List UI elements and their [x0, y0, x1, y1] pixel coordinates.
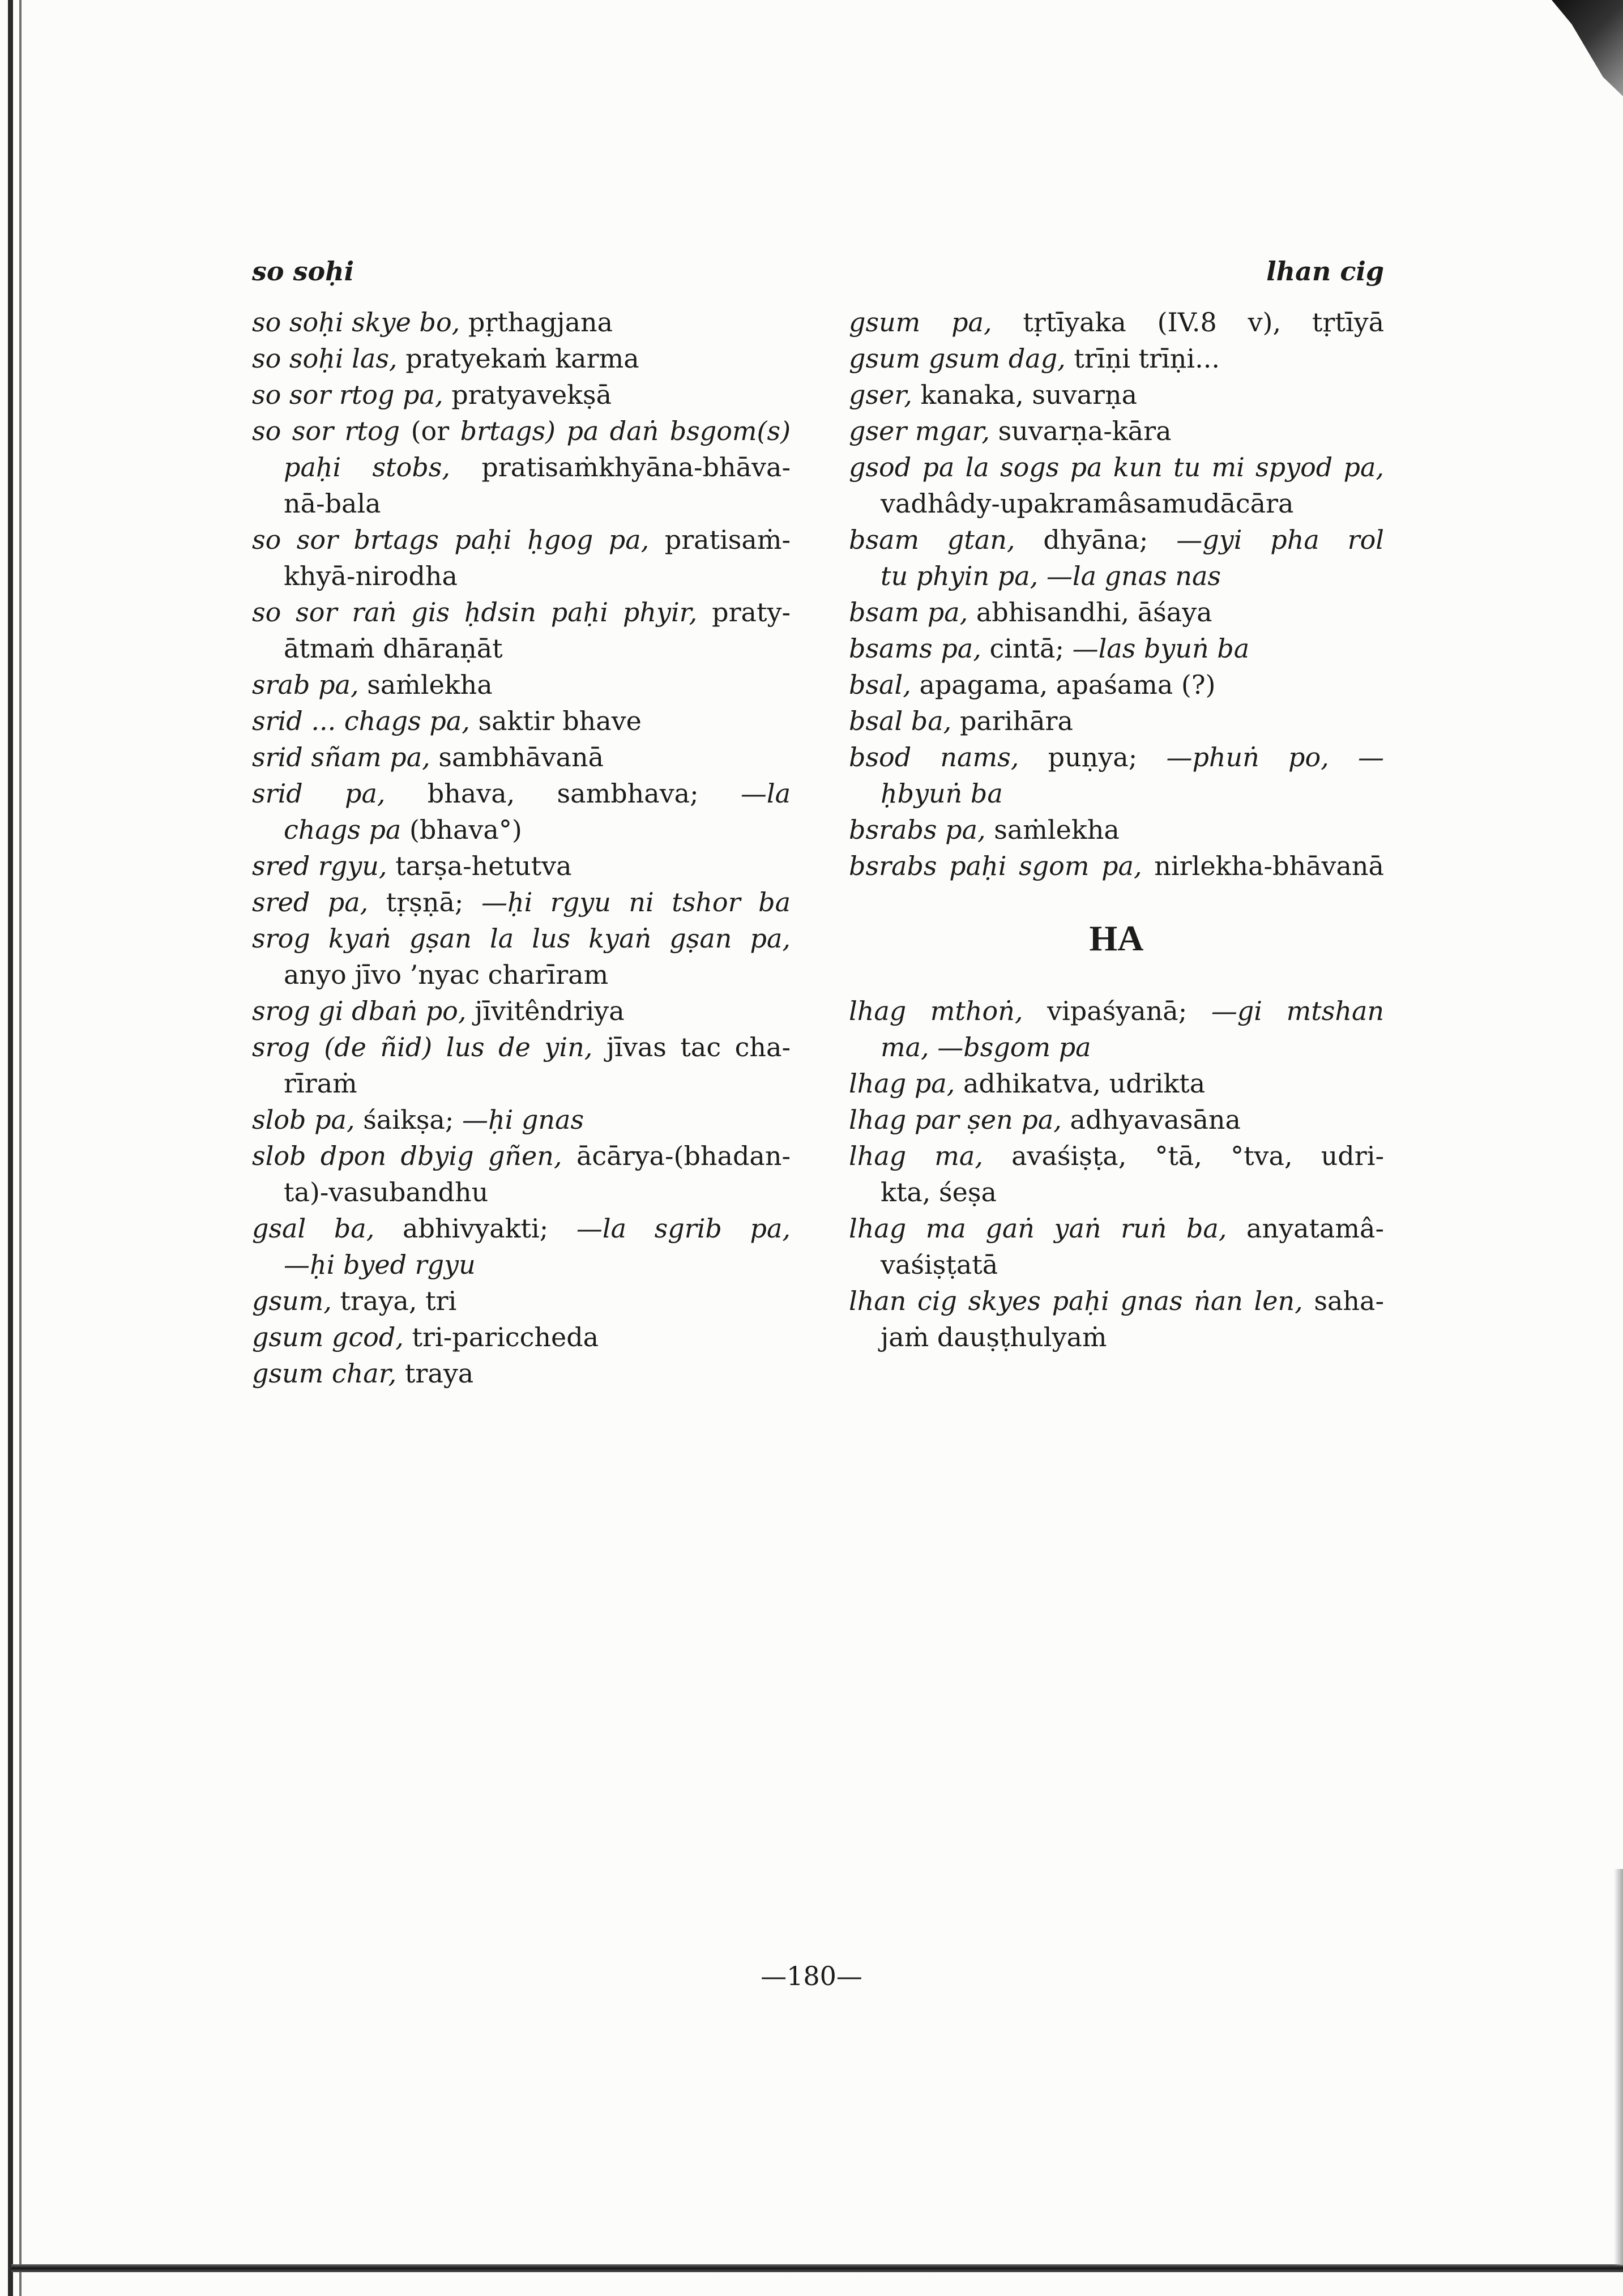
cross-reference: ḥbyuṅ ba	[881, 778, 1003, 809]
entry-line	[849, 775, 1384, 812]
sanskrit-equivalent: saha-	[1314, 1286, 1384, 1316]
tibetan-term: lhag par ṣen pa,	[849, 1104, 1062, 1135]
cross-reference: —la	[740, 778, 791, 809]
entry-line	[252, 485, 791, 522]
sanskrit-equivalent: saṁlekha	[367, 669, 493, 700]
scan-edge-right	[1614, 1869, 1623, 2265]
entry-line	[849, 1065, 1384, 1102]
sanskrit-equivalent: abhivyakti;	[403, 1213, 549, 1244]
dictionary-entry	[849, 413, 1384, 449]
cross-reference: —gi mtshan	[1211, 996, 1384, 1026]
cross-reference: ma, —bsgom pa	[881, 1032, 1091, 1062]
left-column	[252, 304, 791, 1392]
sanskrit-equivalent: saṁlekha	[994, 814, 1120, 845]
dictionary-entry	[252, 993, 791, 1029]
entry-line	[849, 485, 1384, 522]
sanskrit-equivalent: pṛthagjana	[468, 307, 613, 338]
sanskrit-equivalent: kanaka, suvarṇa	[920, 379, 1138, 410]
running-head-left: so soḥi	[252, 256, 355, 287]
tibetan-term: bsal ba,	[849, 706, 952, 736]
sanskrit-equivalent: pratyavekṣā	[451, 379, 612, 410]
dictionary-entry	[849, 848, 1384, 884]
entry-line	[849, 1319, 1384, 1355]
tibetan-term: lhag ma,	[849, 1141, 983, 1171]
entry-line	[252, 957, 791, 993]
scan-edge-left-inner	[19, 0, 22, 2296]
entry-line	[252, 304, 791, 340]
dictionary-entry	[252, 920, 791, 993]
dictionary-entry	[849, 594, 1384, 630]
running-head-right: lhan cig	[1266, 256, 1384, 287]
entry-line	[252, 1065, 791, 1102]
tibetan-term: slob dpon dbyig gñen,	[252, 1141, 562, 1171]
sanskrit-equivalent: pratisaṁkhyāna-bhāva-	[481, 452, 791, 483]
sanskrit-equivalent: khyā-nirodha	[284, 561, 458, 591]
sanskrit-equivalent: adhikatva, udrikta	[963, 1068, 1206, 1099]
cross-reference: —gyi pha rol	[1176, 524, 1384, 555]
sanskrit-equivalent: suvarṇa-kāra	[998, 416, 1172, 446]
dictionary-entry	[252, 413, 791, 522]
entry-line	[252, 377, 791, 413]
dictionary-entry	[849, 377, 1384, 413]
entry-line	[252, 594, 791, 630]
entry-line	[849, 739, 1384, 775]
dictionary-entry	[252, 1102, 791, 1138]
dictionary-entry	[849, 304, 1384, 340]
dictionary-entry	[252, 1319, 791, 1355]
sanskrit-equivalent: vadhâdy-upakramâsamudācāra	[881, 488, 1294, 519]
dictionary-entry	[849, 667, 1384, 703]
entry-line	[252, 920, 791, 957]
tibetan-term: bsrabs paḥi sgom pa,	[849, 851, 1142, 881]
tibetan-term: slob pa,	[252, 1104, 355, 1135]
entry-line	[252, 848, 791, 884]
sanskrit-equivalent: praty-	[712, 597, 791, 628]
sanskrit-equivalent: pratyekaṁ karma	[405, 343, 639, 374]
dictionary-entry	[849, 1102, 1384, 1138]
tibetan-term: brtags) pa daṅ bsgom(s)	[460, 416, 791, 446]
entry-line	[252, 993, 791, 1029]
dictionary-entry	[252, 884, 791, 920]
entry-line	[252, 630, 791, 667]
sanskrit-equivalent: jīvas tac cha-	[606, 1032, 791, 1062]
entry-line	[849, 413, 1384, 449]
tibetan-term: so soḥi skye bo,	[252, 307, 460, 338]
sanskrit-equivalent: jaṁ dauṣṭhulyaṁ	[881, 1322, 1107, 1352]
sanskrit-equivalent: ātmaṁ dhāraṇāt	[284, 633, 503, 664]
tibetan-term: so sor raṅ gis ḥdsin paḥi phyir,	[252, 597, 698, 628]
entry-line	[849, 1283, 1384, 1319]
dictionary-entry	[252, 377, 791, 413]
dictionary-entry	[849, 630, 1384, 667]
dictionary-entry	[252, 1283, 791, 1319]
tibetan-term: bsod nams,	[849, 742, 1019, 773]
tibetan-term: gsod pa la sogs pa kun tu mi spyod pa,	[849, 452, 1384, 483]
entry-line	[252, 1355, 791, 1392]
entry-line	[252, 1247, 791, 1283]
entry-line	[252, 812, 791, 848]
sanskrit-equivalent: vipaśyanā;	[1047, 996, 1188, 1026]
dictionary-entry	[849, 1210, 1384, 1283]
tibetan-term: srab pa,	[252, 669, 359, 700]
entry-line	[252, 703, 791, 739]
cross-reference: —ḥi rgyu ni tshor ba	[481, 887, 791, 917]
tibetan-term: srog kyaṅ gṣan la lus kyaṅ gṣan pa,	[252, 923, 791, 954]
tibetan-term: bsam pa,	[849, 597, 968, 628]
entry-line	[849, 703, 1384, 739]
tibetan-term: gsum pa,	[849, 307, 992, 338]
dictionary-entry	[252, 739, 791, 775]
sanskrit-equivalent: kta, śeṣa	[881, 1177, 997, 1207]
sanskrit-equivalent: cintā;	[989, 633, 1064, 664]
entry-line	[252, 1319, 791, 1355]
entry-line	[252, 775, 791, 812]
dictionary-entry	[849, 449, 1384, 522]
sanskrit-equivalent: tṛtīyaka (IV.8 v), tṛtīyā	[1023, 307, 1385, 338]
entry-line	[849, 993, 1384, 1029]
dictionary-entry	[849, 812, 1384, 848]
sanskrit-equivalent: apagama, apaśama (?)	[919, 669, 1216, 700]
dictionary-entry	[849, 340, 1384, 377]
entry-line	[849, 522, 1384, 558]
sanskrit-equivalent: jīvitêndriya	[475, 996, 625, 1026]
sanskrit-equivalent: saktir bhave	[478, 706, 642, 736]
tibetan-term: so soḥi las,	[252, 343, 398, 374]
dictionary-entry	[252, 594, 791, 667]
entry-line	[252, 1283, 791, 1319]
sanskrit-equivalent: nirlekha-bhāvanā	[1154, 851, 1384, 881]
running-head	[252, 253, 1384, 289]
sanskrit-equivalent: puṇya;	[1048, 742, 1138, 773]
dictionary-entry	[252, 522, 791, 594]
entry-line	[849, 848, 1384, 884]
tibetan-term: gsum,	[252, 1286, 332, 1316]
cross-reference: chags pa	[284, 814, 402, 845]
tibetan-term: so sor brtags paḥi ḥgog pa,	[252, 524, 650, 555]
tibetan-term: lhag ma gaṅ yaṅ ruṅ ba,	[849, 1213, 1227, 1244]
dictionary-entry	[849, 1283, 1384, 1355]
tibetan-term: srog gi dbaṅ po,	[252, 996, 467, 1026]
sanskrit-equivalent: trīṇi trīṇi...	[1074, 343, 1220, 374]
scan-edge-bottom	[11, 2264, 1623, 2272]
cross-reference: —ḥi byed rgyu	[284, 1249, 476, 1280]
tibetan-term: srid ... chags pa,	[252, 706, 470, 736]
entry-line	[849, 449, 1384, 485]
sanskrit-equivalent: tarṣa-hetutva	[395, 851, 572, 881]
scan-edge-left	[8, 0, 13, 2296]
entry-line	[252, 340, 791, 377]
entry-line	[849, 340, 1384, 377]
tibetan-term: gser mgar,	[849, 416, 990, 446]
tibetan-term: lhan cig skyes paḥi gnas ṅan len,	[849, 1286, 1303, 1316]
tibetan-term: srog (de ñid) lus de yin,	[252, 1032, 593, 1062]
entry-line	[252, 1138, 791, 1174]
tibetan-term: lhag pa,	[849, 1068, 955, 1099]
tibetan-term: srid sñam pa,	[252, 742, 430, 773]
dictionary-entry	[252, 667, 791, 703]
entry-line	[849, 667, 1384, 703]
sanskrit-equivalent: adhyavasāna	[1070, 1104, 1241, 1135]
entry-line	[849, 1210, 1384, 1247]
tibetan-term: gsal ba,	[252, 1213, 375, 1244]
entry-line	[849, 1138, 1384, 1174]
sanskrit-equivalent: traya, tri	[340, 1286, 457, 1316]
tibetan-term: bsrabs pa,	[849, 814, 986, 845]
tibetan-term: paḥi stobs,	[284, 452, 450, 483]
dictionary-entry	[252, 703, 791, 739]
entry-line	[849, 1247, 1384, 1283]
sanskrit-equivalent: parihāra	[959, 706, 1073, 736]
section-heading: HA	[1089, 918, 1144, 958]
sanskrit-equivalent: anyatamâ-	[1246, 1213, 1384, 1244]
sanskrit-equivalent: vaśiṣṭatā	[881, 1249, 998, 1280]
sanskrit-equivalent: śaikṣa;	[363, 1104, 454, 1135]
tibetan-term: bsams pa,	[849, 633, 981, 664]
tibetan-term: gsum char,	[252, 1358, 397, 1389]
dictionary-entry	[849, 703, 1384, 739]
cross-reference: —las byuṅ ba	[1072, 633, 1250, 664]
entry-line	[252, 1029, 791, 1065]
sanskrit-equivalent: tṛṣṇā;	[386, 887, 464, 917]
dictionary-entry	[252, 1029, 791, 1102]
entry-line	[849, 558, 1384, 594]
entry-line	[252, 413, 791, 449]
dictionary-entry	[252, 1138, 791, 1210]
entry-line	[252, 1102, 791, 1138]
tibetan-term: bsal,	[849, 669, 911, 700]
sanskrit-equivalent: ācārya-(bhadan-	[576, 1141, 791, 1171]
entry-line	[252, 739, 791, 775]
entry-line	[252, 1210, 791, 1247]
tibetan-term: gsum gcod,	[252, 1322, 404, 1352]
sanskrit-equivalent: avaśiṣṭa, °tā, °tva, udri-	[1011, 1141, 1384, 1171]
dictionary-entry	[849, 739, 1384, 812]
tibetan-term: srid pa,	[252, 778, 386, 809]
right-column	[849, 304, 1384, 1355]
entry-line	[849, 1102, 1384, 1138]
dictionary-entry	[849, 993, 1384, 1065]
tibetan-term: gsum gsum dag,	[849, 343, 1066, 374]
tibetan-term: gser,	[849, 379, 912, 410]
tibetan-term: sred rgyu,	[252, 851, 387, 881]
dictionary-entry	[849, 522, 1384, 594]
entry-line	[849, 630, 1384, 667]
dictionary-entry	[252, 340, 791, 377]
sanskrit-equivalent: dhyāna;	[1043, 524, 1148, 555]
dictionary-entry	[849, 1138, 1384, 1210]
entry-line	[849, 594, 1384, 630]
cross-reference: —ḥi gnas	[462, 1104, 584, 1135]
cross-reference: —phuṅ po, —	[1166, 742, 1385, 773]
entry-line	[849, 304, 1384, 340]
sanskrit-equivalent: (bhava°)	[409, 814, 522, 845]
dictionary-entry	[252, 304, 791, 340]
sanskrit-equivalent: abhisandhi, āśaya	[976, 597, 1212, 628]
sanskrit-equivalent: nā-bala	[284, 488, 381, 519]
sanskrit-equivalent: pratisaṁ-	[664, 524, 791, 555]
entry-line	[849, 1029, 1384, 1065]
tibetan-term: lhag mthoṅ,	[849, 996, 1023, 1026]
dictionary-entry	[252, 775, 791, 848]
entry-line	[252, 558, 791, 594]
cross-reference: tu phyin pa, —la gnas nas	[881, 561, 1221, 591]
dictionary-entry	[252, 848, 791, 884]
sanskrit-equivalent: tri-pariccheda	[412, 1322, 599, 1352]
scan-corner-shadow	[1552, 0, 1623, 96]
entry-line	[849, 377, 1384, 413]
sanskrit-equivalent: sambhāvanā	[438, 742, 604, 773]
editorial-note: (or	[411, 416, 450, 446]
sanskrit-equivalent: traya	[404, 1358, 474, 1389]
entry-line	[252, 522, 791, 558]
tibetan-term: sred pa,	[252, 887, 369, 917]
entry-line	[252, 1174, 791, 1210]
entry-line	[252, 667, 791, 703]
sanskrit-equivalent: anyo jīvo ’nyac charīram	[284, 959, 609, 990]
sanskrit-equivalent: rīraṁ	[284, 1068, 357, 1099]
dictionary-entry	[252, 1210, 791, 1283]
cross-reference: —la sgrib pa,	[576, 1213, 791, 1244]
page-number: —180—	[761, 1961, 862, 1991]
entry-line	[849, 1174, 1384, 1210]
dictionary-entry	[849, 1065, 1384, 1102]
entry-line	[252, 449, 791, 485]
entry-line	[849, 812, 1384, 848]
dictionary-entry	[252, 1355, 791, 1392]
entry-line	[252, 884, 791, 920]
tibetan-term: so sor rtog pa,	[252, 379, 443, 410]
sanskrit-equivalent: bhava, sambhava;	[427, 778, 699, 809]
sanskrit-equivalent: ta)-vasubandhu	[284, 1177, 489, 1207]
tibetan-term: bsam gtan,	[849, 524, 1015, 555]
tibetan-term: so sor rtog	[252, 416, 400, 446]
